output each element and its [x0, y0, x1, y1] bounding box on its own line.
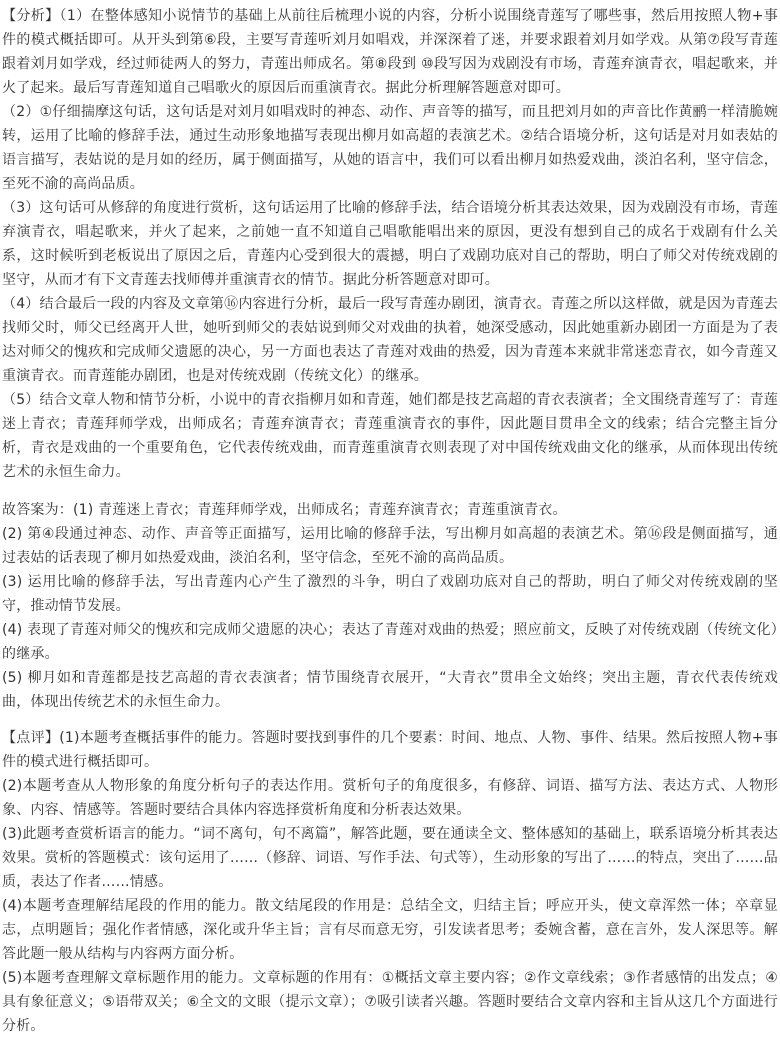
comment-4: (4)本题考查理解结尾段的作用的能力。散文结尾段的作用是：总结全文，归结主旨；呼应开头，使文章浑然一体；卒章显志，点明题旨；强化作者情感，深化或升华主旨；言有尽而意无穷，引发读者思考；委婉含蓄，意在言外，发人深思等。解答此题一般从结构与内容两方面分析。	[2, 898, 778, 962]
section-spacer	[2, 484, 778, 498]
comment-3: (3)此题考查赏析语言的能力。“词不离句，句不离篇”，解答此题，要在通读全文、整体感知的基础上，联系语境分析其表达效果。赏析的答题模式：该句运用了……（修辞、词语、写作手法、句式等），生动形象的写出了……的特点，突出了……品质，表达了作者……情感。	[2, 826, 778, 890]
answer-3: (3) 运用比喻的修辞手法，写出青莲内心产生了激烈的斗争，明白了戏剧功底对自己的帮助，明白了师父对传统戏剧的坚守，推动情节发展。	[2, 574, 778, 614]
answer-4: (4) 表现了青莲对师父的愧疚和完成师父遗愿的决心；表达了青莲对戏曲的热爱；照应前文，反映了对传统戏剧（传统文化）的继承。	[2, 622, 778, 662]
analysis-paragraph-3: （3）这句话可从修辞的角度进行赏析，这句话运用了比喻的修辞手法，结合语境分析其表达效果，因为戏剧没有市场，青莲弃演青衣，唱起歌来，并火了起来，之前她一直不知道自己唱歌能唱出来的原因，更没有想到自己的成名于戏剧有什么关系，这时候听到老板说出了原因之后，青莲内心受到很大的震撼，明白了戏剧功底对自己的帮助，明白了师父对传统戏剧的坚守，从而才有下文青莲去找师傅并重演青衣的情节。据此分析答题意对即可。	[2, 200, 778, 288]
comments-section	[2, 726, 778, 1038]
section-spacer	[2, 714, 778, 726]
answer-1: 故答案为：(1) 青莲迷上青衣；青莲拜师学戏，出师成名；青莲弃演青衣；青莲重演青衣。	[2, 502, 567, 518]
comment-5: (5)本题考查理解文章标题作用的能力。文章标题的作用有：①概括文章主要内容；②作文章线索；③作者感情的出发点；④具有象征意义；⑤语带双关；⑥全文的文眼（提示文章）；⑦吸引读者兴趣。答题时要结合文章内容和主旨从这几个方面进行分析。	[2, 970, 778, 1034]
analysis-paragraph-1: 【分析】（1）在整体感知小说情节的基础上从前往后梳理小说的内容，分析小说围绕青莲写了哪些事，然后用按照人物+事件的模式概括即可。从开头到第⑥段，主要写青莲听刘月如唱戏，并深深着了迷，并要求跟着刘月如学戏。从第⑦段写青莲跟着刘月如学戏，经过师徒两人的努力，青莲出师成名。第⑧段到 ⑩段写因为戏剧没有市场，青莲弃演青衣，唱起歌来，并火了起来。最后写青莲知道自己唱歌火的原因后而重演青衣。据此分析理解答题意对即可。	[2, 8, 778, 96]
answer-5: (5) 柳月如和青莲都是技艺高超的青衣表演者；情节围绕青衣展开，“大青衣”贯串全文始终；突出主题，青衣代表传统戏曲，体现出传统艺术的永恒生命力。	[2, 670, 778, 710]
comment-1: 【点评】(1)本题考查概括事件的能力。答题时要找到事件的几个要素：时间、地点、人物、事件、结果。然后按照人物+事件的模式进行概括即可。	[2, 730, 778, 770]
analysis-paragraph-5: （5）结合文章人物和情节分析，小说中的青衣指柳月如和青莲，她们都是技艺高超的青衣表演者；全文围绕青莲写了：青莲迷上青衣；青莲拜师学戏，出师成名；青莲弃演青衣；青莲重演青衣的事件，因此题目贯串全文的线索；结合完整主旨分析，青衣是戏曲的一个重要角色，它代表传统戏曲，而青莲重演青衣则表现了对中国传统戏曲文化的继承，从而体现出传统艺术的永恒生命力。	[2, 392, 778, 480]
analysis-section	[2, 4, 778, 484]
answer-2: (2) 第④段通过神态、动作、声音等正面描写，运用比喻的修辞手法，写出柳月如高超的表演艺术。第⑯段是侧面描写，通过表姑的话表现了柳月如热爱戏曲，淡泊名利，坚守信念，至死不渝的高尚品质。	[2, 526, 778, 566]
comment-2: (2)本题考查从人物形象的角度分析句子的表达作用。赏析句子的角度很多，有修辞、词语、描写方法、表达方式、人物形象、内容、情感等。答题时要结合具体内容选择赏析角度和分析表达效果。	[2, 778, 778, 818]
analysis-paragraph-4: （4）结合最后一段的内容及文章第⑯内容进行分析，最后一段写青莲办剧团，演青衣。青莲之所以这样做，就是因为青莲去找师父时，师父已经离开人世，她听到师父的表姑说到师父对戏曲的执着，她深受感动，因此她重新办剧团一方面是为了表达对师父的愧疚和完成师父遗愿的决心，另一方面也表达了青莲对戏曲的热爱，因为青莲本来就非常迷恋青衣，如今青莲又重演青衣。而青莲能办剧团，也是对传统戏剧（传统文化）的继承。	[2, 296, 778, 384]
analysis-paragraph-2: （2）①仔细揣摩这句话，这句话是对刘月如唱戏时的神态、动作、声音等的描写，而且把刘月如的声音比作黄鹂一样清脆婉转，运用了比喻的修辞手法，通过生动形象地描写表现出柳月如高超的表演艺术。②结合语境分析，这句话是对月如表姑的语言描写，表姑说的是月如的经历，属于侧面描写，从她的语言中，我们可以看出柳月如热爱戏曲，淡泊名利，坚守信念，至死不渝的高尚品质。	[2, 104, 778, 192]
answers-section	[2, 498, 778, 714]
